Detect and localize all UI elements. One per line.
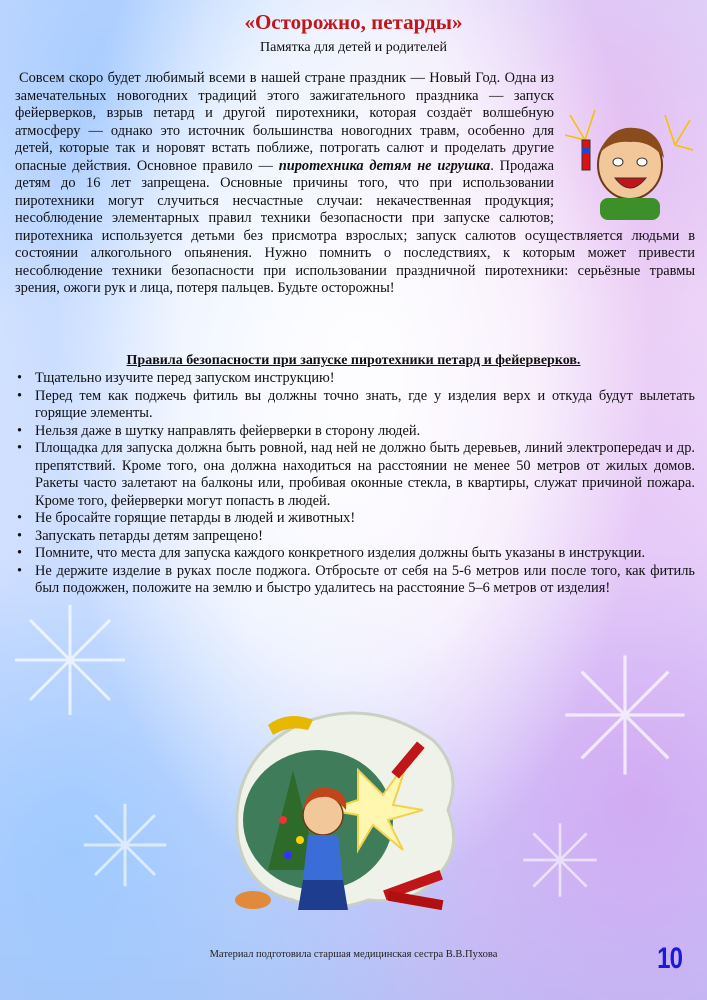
list-item: • Не держите изделие в руках после поджога. Отбросьте от себя на 5-6 метров или после того, как фитиль был подожжен, положите на землю и быстро удалитесь на расстояние 5–6 метров от изделия! — [15, 563, 695, 598]
boy-with-sparklers-illustration — [560, 100, 695, 220]
intro-text-2: . Продажа детям до 16 лет запрещена. Основные причины того, что при использовании пиротехники могут случиться несчастные случаи: некачественная продукция; несоблюдение элементарных правил техники безопасности при запуске салютов; пиротехника используется детьми без присмотра взрослых; запуск салютов осуществляется людьми в состоянии алкогольного опьянения. Нужно помнить о последствиях, к которым может привести несоблюдение техники безопасности при использовании праздничной пиротехники: серьёзные травмы зрения, ожоги рук и лица, потеря пальцев. Будьте осторожны! — [15, 157, 695, 296]
list-item: • Перед тем как поджечь фитиль вы должны точно знать, где у изделия верх и откуда будут вылетать горящие элементы. — [15, 388, 695, 423]
snowflake-decoration-icon — [80, 800, 170, 890]
list-item: • Помните, что места для запуска каждого конкретного изделия должны быть указаны в инструкции. — [15, 545, 695, 563]
list-item: • Не бросайте горящие петарды в людей и животных! — [15, 510, 695, 528]
intro-section — [15, 70, 695, 298]
rules-list — [15, 370, 695, 598]
footer-credit: Материал подготовила старшая медицинская сестра В.В.Пухова — [209, 949, 498, 960]
list-item: • Тщательно изучите перед запуском инструкцию! — [15, 370, 695, 388]
page-number: 10 — [656, 942, 682, 975]
snowflake-decoration-icon — [560, 650, 690, 780]
intro-emphasis: пиротехника детям не игрушка — [278, 157, 491, 174]
firecracker-explosion-illustration — [208, 700, 470, 940]
snowflake-decoration-icon — [10, 600, 130, 720]
page-subtitle: Памятка для детей и родителей — [260, 40, 447, 55]
list-item: • Нельзя даже в шутку направлять фейерверки в сторону людей. — [15, 423, 695, 441]
list-item: • Площадка для запуска должна быть ровной, над ней не должно быть деревьев, линий электропередач и др. препятствий. Кроме того, она должна находиться на расстоянии не менее 50 метров от жилых домов. Ракеты часто залетают на балконы или, пробивая оконные стекла, в квартиры, служат причиной пожара. Кроме того, фейерверки могут попасть в людей. — [15, 440, 695, 510]
list-item: • Запускать петарды детям запрещено! — [15, 528, 695, 546]
rules-heading: Правила безопасности при запуске пиротехники петард и фейерверков. — [126, 353, 581, 368]
page-title: «Осторожно, петарды» — [244, 10, 463, 34]
intro-text-1: Совсем скоро будет любимый всеми в нашей стране праздник — Новый Год. Одна из замечательных новогодних традиций этого зажигательного праздника — запуск фейерверков, взрыв петард и другой пиротехники, которая создаёт волшебную атмосферу — однако это источник большинства новогодних травм, особенно для детей, которые так и норовят встать поближе, потрогать салют и проделать другие опасные действия. Основное правило — — [15, 70, 554, 174]
snowflake-decoration-icon — [520, 820, 600, 900]
